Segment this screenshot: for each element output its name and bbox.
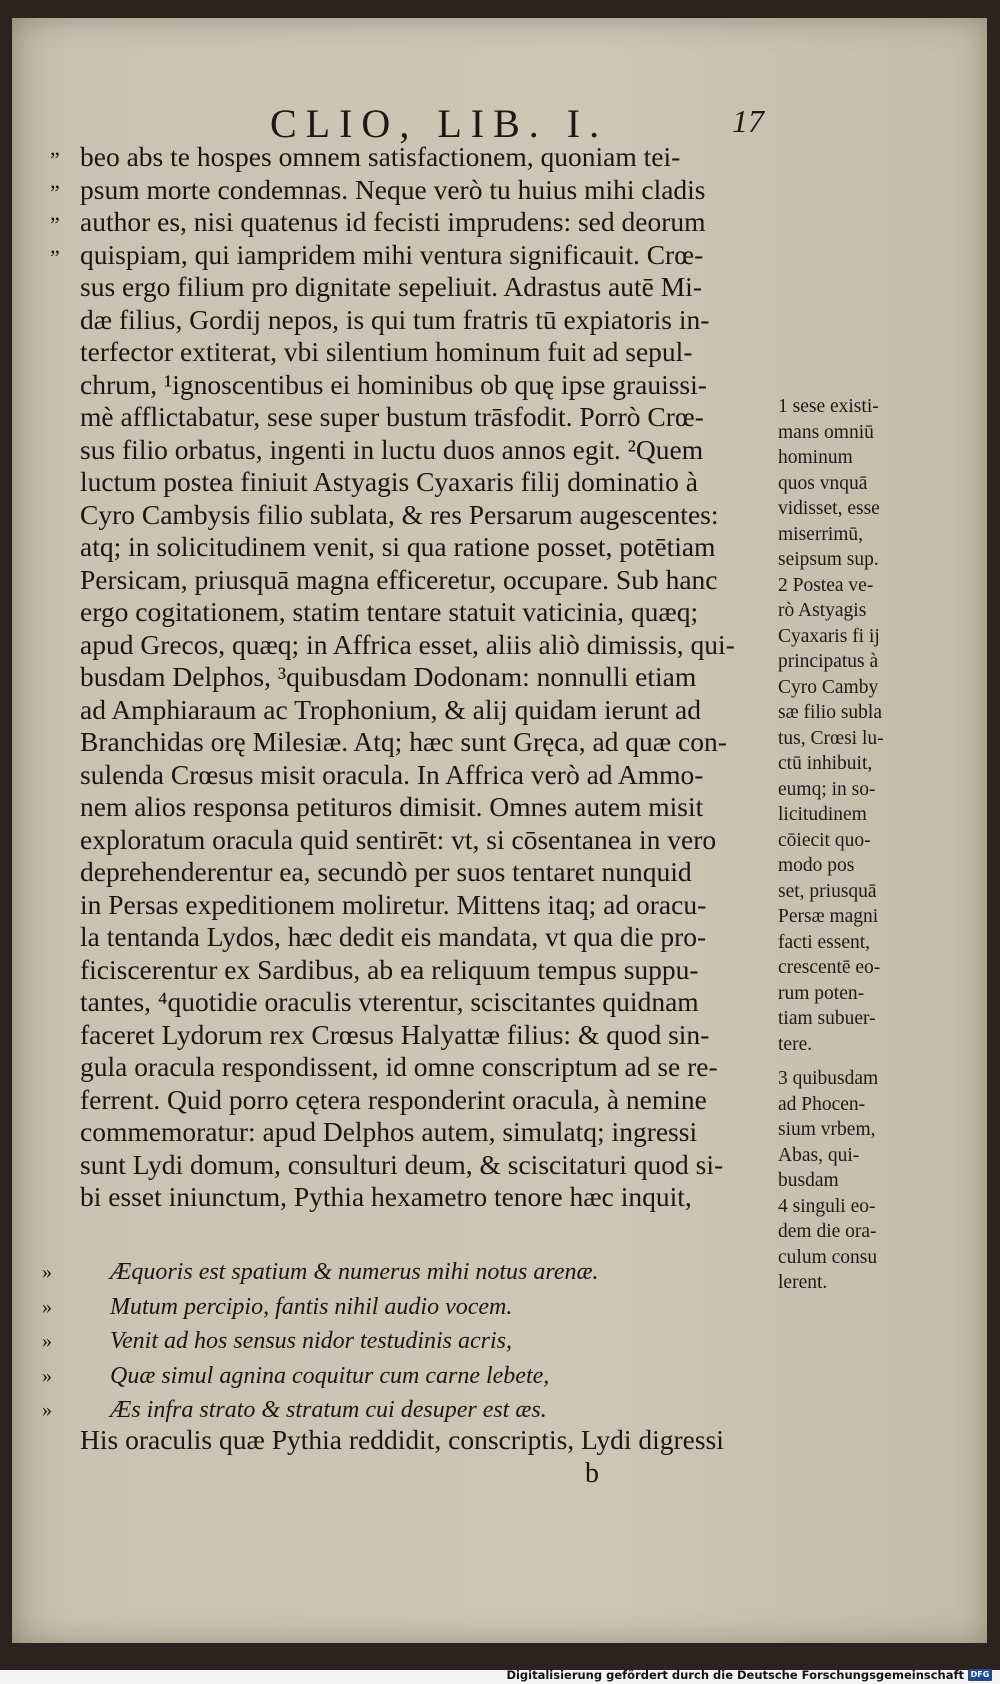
text-line: „ beo abs te hospes omnem satisfactionem, quoniam tei- <box>72 141 772 174</box>
text-line: Branchidas orę Milesiæ. Atq; hæc sunt Gręca, ad quæ con- <box>80 726 727 757</box>
verse-line: » Venit ad hos sensus nidor testudinis acris, <box>72 1324 772 1359</box>
marginal-note-line: dem die ora- <box>778 1221 877 1242</box>
digitization-credit <box>506 1668 992 1682</box>
verse-line: » Æquoris est spatium & numerus mihi notus arenæ. <box>72 1255 772 1290</box>
marginal-note-line: miserrimū, <box>778 523 864 545</box>
text-line: ergo cogitationem, statim tentare statuit vaticinia, quæq; <box>80 596 699 627</box>
text-line: sunt Lydi domum, consulturi deum, & sciscitaturi quod si- <box>80 1148 724 1180</box>
verse-line: » Æs infra strato & stratum cui desuper est æs. <box>72 1393 772 1428</box>
text-line: atq; in solicitudinem venit, si qua ratione posset, potētiam <box>80 531 716 562</box>
main-text-block <box>72 141 772 1214</box>
dfg-logo-icon: DFG <box>968 1669 992 1681</box>
text-line: „ psum morte condemnas. Neque verò tu huius mihi cladis <box>72 174 772 207</box>
marginal-note-line: eumq; in so- <box>778 778 876 800</box>
marginal-note-line: 4 singuli eo- <box>778 1195 876 1217</box>
marginal-note-line: principatus à <box>778 651 879 672</box>
text-line: busdam Delphos, ³quibusdam Dodonam: nonnulli etiam <box>80 661 697 692</box>
text-line: dæ filius, Gordij nepos, is qui tum fratris tū expiatoris in- <box>80 303 710 335</box>
text-line: bi esset iniunctum, Pythia hexametro tenore hæc inquit, <box>80 1181 692 1212</box>
marginal-note-line: Cyro Camby <box>778 676 879 698</box>
marginal-note-line: rum poten- <box>778 982 865 1004</box>
marginal-note-line: tere. <box>778 1033 813 1055</box>
marginal-note-line: sæ filio subla <box>778 702 883 723</box>
marginal-note-line: Cyaxaris fi ij <box>778 625 880 647</box>
marginal-note-line: culum consu <box>778 1246 878 1268</box>
oracle-verse-block <box>72 1255 772 1428</box>
text-line: ferrent. Quid porro cętera responderint oracula, à nemine <box>80 1083 707 1115</box>
marginal-note-line: ctū inhibuit, <box>778 753 873 774</box>
credit-text: Digitalisierung gefördert durch die Deutsche Forschungsgemeinschaft <box>506 1668 964 1682</box>
text-line: nem alios responsa petituros dimisit. Omnes autem misit <box>80 791 704 822</box>
marginal-note-line: hominum <box>778 447 853 468</box>
marginal-note-line: cōiecit quo- <box>778 829 871 851</box>
text-line: sulenda Crœsus misit oracula. In Affrica verò ad Ammo- <box>80 758 704 790</box>
marginal-note-line: lerent. <box>778 1272 828 1293</box>
text-line: deprehenderentur ea, secundò per suos tentaret nunquid <box>80 856 692 887</box>
marginal-note-line: 3 quibusdam <box>778 1068 879 1089</box>
marginal-note-line: tiam subuer- <box>778 1008 876 1029</box>
text-line: sus ergo filium pro dignitate sepeliuit. Adrastus autē Mi- <box>80 271 702 302</box>
marginal-note-line: seipsum sup. <box>778 549 879 570</box>
marginal-note-line: set, priusquā <box>778 880 877 902</box>
text-line: exploratum oracula quid sentirēt: vt, si cōsentanea in vero <box>80 823 717 855</box>
marginal-note-line: facti essent, <box>778 931 871 953</box>
marginal-note-line: modo pos <box>778 855 855 876</box>
verse-line: » Mutum percipio, fantis nihil audio vocem. <box>72 1290 772 1325</box>
marginal-note-line: tus, Crœsi lu- <box>778 727 884 749</box>
text-line: Persicam, priusquā magna efficeretur, occupare. Sub hanc <box>80 563 718 595</box>
marginal-note-line: quos vnquā <box>778 472 868 494</box>
text-line: „ quispiam, qui iampridem mihi ventura significauit. Crœ- <box>72 239 772 272</box>
text-line: in Persas expeditionem moliretur. Mittens itaq; ad oracu- <box>80 888 707 920</box>
text-line: „ author es, nisi quatenus id fecisti imprudens: sed deorum <box>72 206 772 239</box>
text-line: ad Amphiaraum ac Trophonium, & alij quidam ierunt ad <box>80 693 701 725</box>
running-title: CLIO, LIB. I. <box>270 101 609 146</box>
text-line: gula oracula respondissent, id omne conscriptum ad se re- <box>80 1051 718 1082</box>
text-line: mè afflictabatur, sese super bustum trāsfodit. Porrò Crœ- <box>80 401 704 432</box>
text-line: ficiscerentur ex Sardibus, ab ea reliquum tempus suppu- <box>80 953 699 985</box>
text-line: sus filio orbatus, ingenti in luctu duos annos egit. ²Quem <box>80 433 704 465</box>
text-line: la tentanda Lydos, hæc dedit eis mandata, vt qua die pro- <box>80 921 707 952</box>
marginal-note-line: licitudinem <box>778 804 867 825</box>
text-line: chrum, ¹ignoscentibus ei hominibus ob quę ipse grauissi- <box>80 368 707 400</box>
book-page <box>12 18 987 1643</box>
text-line: terfector extiterat, vbi silentium hominum fuit ad sepul- <box>80 336 693 367</box>
text-line: tantes, ⁴quotidie oraculis vterentur, sciscitantes quidnam <box>80 986 699 1017</box>
marginal-note-line: Abas, qui- <box>778 1144 860 1166</box>
verse-line: » Quæ simul agnina coquitur cum carne lebete, <box>72 1359 772 1394</box>
marginal-note-line: 2 Postea ve- <box>778 574 874 596</box>
page-number: 17 <box>732 103 764 139</box>
marginal-note-line: Persæ magni <box>778 906 879 927</box>
marginal-note-line: crescentē eo- <box>778 957 881 978</box>
text-line: Cyro Cambysis filio sublata, & res Persarum augescentes: <box>80 498 719 530</box>
marginal-note-line: mans omniū <box>778 421 874 443</box>
closing-line: His oraculis quæ Pythia reddidit, conscriptis, Lydi digressi <box>80 1424 724 1455</box>
signature-mark: b <box>585 1458 599 1489</box>
marginal-note-line: 1 sese existi- <box>778 396 879 417</box>
text-line: luctum postea finiuit Astyagis Cyaxaris filij dominatio à <box>80 466 698 497</box>
marginal-note-line: busdam <box>778 1170 839 1191</box>
marginal-note-line: ad Phocen- <box>778 1093 866 1115</box>
text-line: apud Grecos, quæq; in Affrica esset, aliis aliò dimissis, qui- <box>80 628 735 660</box>
marginal-note-line: vidisset, esse <box>778 498 880 519</box>
text-line: faceret Lydorum rex Crœsus Halyattæ filius: & quod sin- <box>80 1018 710 1050</box>
marginal-note-line: rò Astyagis <box>778 600 867 621</box>
marginal-note-line: sium vrbem, <box>778 1119 876 1140</box>
text-line: commemoratur: apud Delphos autem, simulatq; ingressi <box>80 1116 698 1147</box>
page-header <box>12 88 987 146</box>
marginal-notes <box>778 394 948 1296</box>
